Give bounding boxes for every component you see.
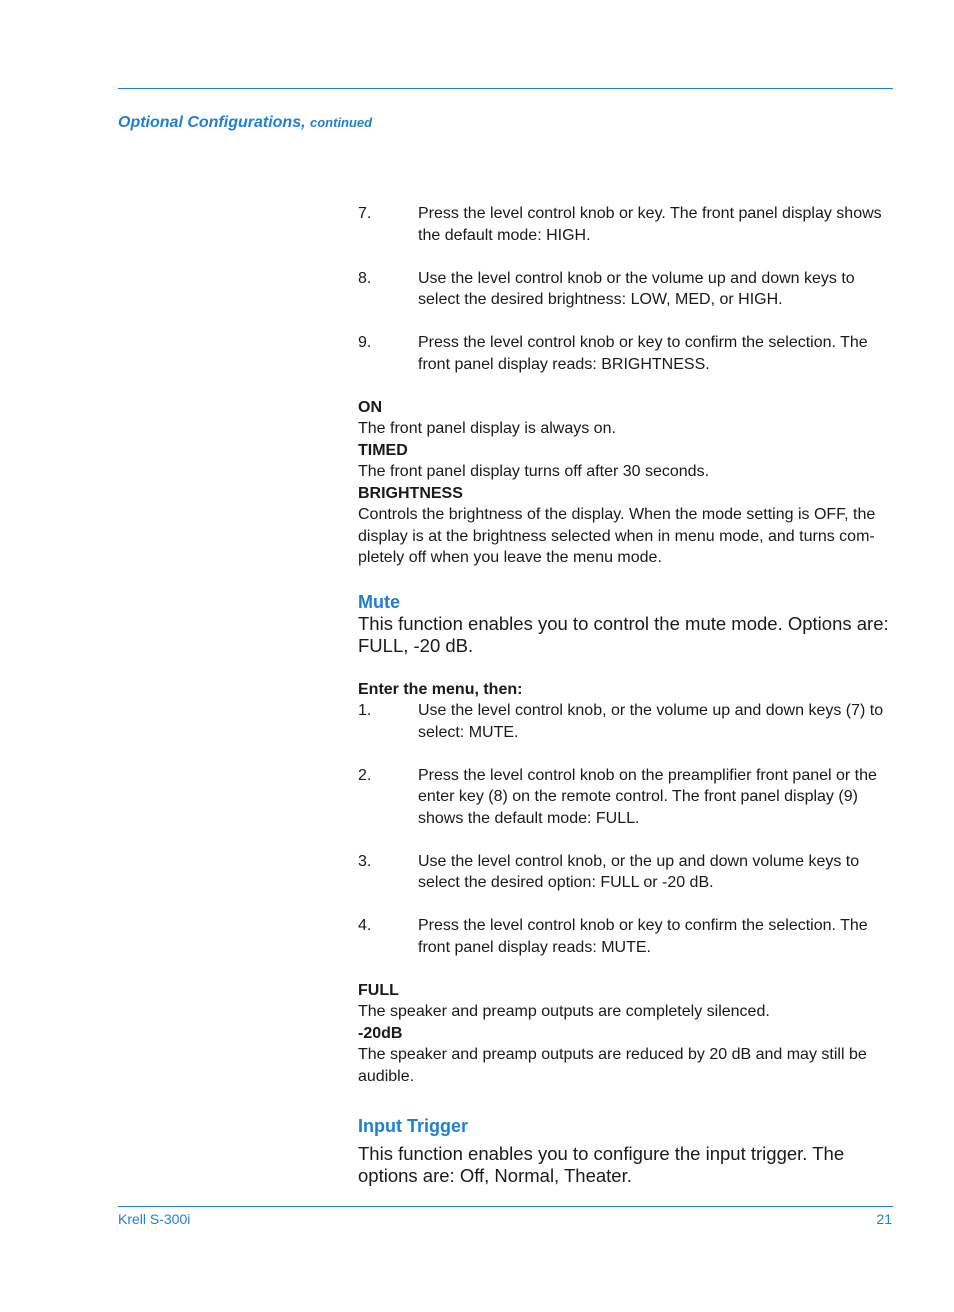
def-desc: Controls the brightness of the display. When the mode setting is OFF, the display is at the brightness selected when in menu mode, and turns com-pletely off when you leave the menu mode.	[358, 506, 876, 566]
page-number: 21	[876, 1211, 892, 1227]
mute-definitions	[358, 980, 898, 1088]
step-number: 9.	[358, 334, 372, 351]
step-text: Press the level control knob or key. The front panel display shows the default mode: HIGH.	[418, 205, 882, 244]
def-desc: The front panel display turns off after 30 seconds.	[358, 463, 710, 480]
running-head	[118, 114, 372, 132]
def-term: ON	[358, 398, 382, 416]
step-text: Press the level control knob or key to confirm the selection. The front panel display reads: MUTE.	[418, 917, 868, 956]
footer-rule	[118, 1206, 893, 1207]
main-content	[358, 203, 898, 1187]
step-text: Press the level control knob on the preamplifier front panel or the enter key (8) on the remote control. The front panel display (9) shows the default mode: FULL.	[418, 766, 877, 827]
input-trigger-heading: Input Trigger	[358, 1116, 468, 1136]
step-text: Use the level control knob, or the volume up and down keys (7) to select: MUTE.	[418, 702, 884, 741]
list-item	[358, 332, 898, 375]
step-number: 2.	[358, 766, 372, 784]
step-number: 1.	[358, 702, 372, 719]
def-desc: The front panel display is always on.	[358, 420, 616, 437]
mute-heading: Mute	[358, 591, 400, 612]
list-item	[358, 851, 898, 894]
def-term: TIMED	[358, 441, 408, 459]
step-text: Press the level control knob or key to confirm the selection. The front panel display reads: BRIGHTNESS.	[418, 334, 868, 373]
list-item	[358, 268, 898, 311]
def-term: FULL	[358, 981, 399, 999]
def-desc: The speaker and preamp outputs are completely silenced.	[358, 1003, 770, 1020]
list-item	[358, 700, 898, 743]
header-rule	[118, 88, 893, 89]
list-item	[358, 203, 898, 246]
step-number: 8.	[358, 269, 372, 287]
step-text: Use the level control knob or the volume up and down keys to select the desired brightness: LOW, MED, or HIGH.	[418, 269, 855, 308]
mute-intro: This function enables you to control the mute mode. Options are: FULL, -20 dB.	[358, 612, 889, 656]
step-text: Use the level control knob, or the up and down volume keys to select the desired option: FULL or -20 dB.	[418, 852, 860, 891]
footer-product: Krell S-300i	[118, 1211, 191, 1227]
def-term: BRIGHTNESS	[358, 484, 463, 502]
continued-label: continued	[310, 115, 373, 130]
step-number: 7.	[358, 205, 372, 222]
step-number: 3.	[358, 852, 372, 870]
enter-menu-label: Enter the menu, then:	[358, 680, 523, 698]
step-number: 4.	[358, 917, 372, 934]
input-trigger-intro: This function enables you to configure the input trigger. The options are: Off, Normal, Theater.	[358, 1143, 845, 1186]
list-item	[358, 915, 898, 958]
def-term: -20dB	[358, 1024, 403, 1042]
display-mode-definitions	[358, 397, 898, 569]
def-desc: The speaker and preamp outputs are reduced by 20 dB and may still be audible.	[358, 1046, 867, 1085]
list-item	[358, 765, 898, 830]
section-title: Optional Configurations,	[118, 114, 306, 131]
